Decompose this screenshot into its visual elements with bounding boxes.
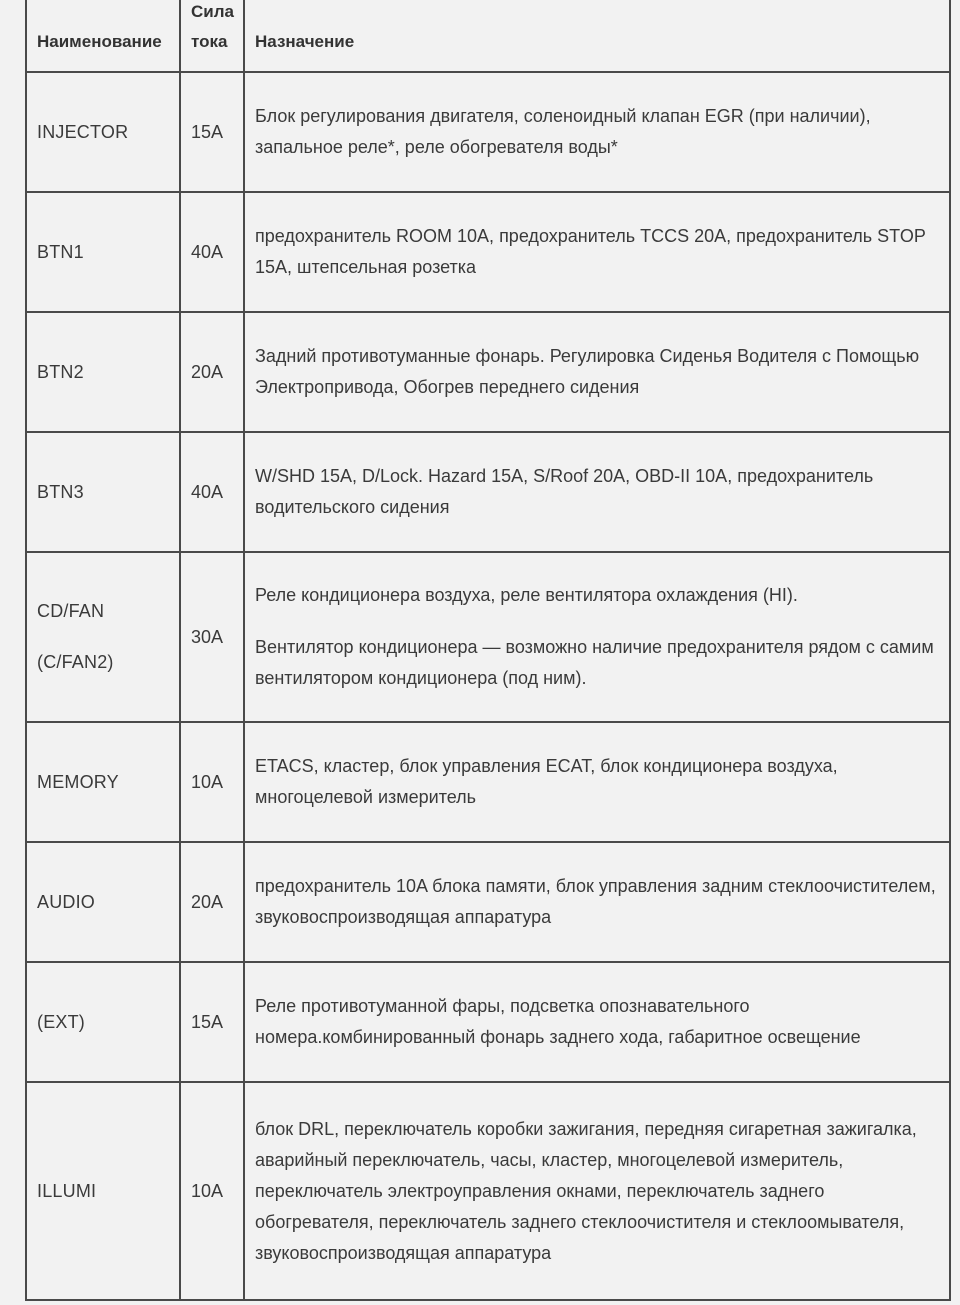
- fuse-name: BTN1: [26, 192, 180, 312]
- fuse-current: 20A: [180, 842, 244, 962]
- fuse-purpose: [244, 432, 950, 552]
- fuse-purpose: [244, 192, 950, 312]
- header-purpose: Назначение: [244, 0, 950, 72]
- fuse-purpose: [244, 962, 950, 1082]
- fuse-purpose-text: предохранитель ROOM 10A, предохранитель TCCS 20A, предохранитель STOP 15A, штепсельная розетка: [255, 226, 926, 277]
- fuse-purpose-text: Реле кондиционера воздуха, реле вентилятора охлаждения (HI).: [255, 585, 798, 605]
- fuse-name: BTN2: [26, 312, 180, 432]
- fuse-name: CD/FAN: [37, 601, 105, 621]
- table-header-row: [26, 0, 950, 72]
- header-current: [180, 0, 244, 72]
- fuse-purpose-text: W/SHD 15A, D/Lock. Hazard 15A, S/Roof 20A, OBD-II 10A, предохранитель водительского сидения: [255, 466, 874, 517]
- header-name: Наименование: [26, 0, 180, 72]
- fuse-current: 10A: [180, 722, 244, 842]
- fuse-purpose-text: Реле противотуманной фары, подсветка опознавательного номера.комбинированный фонарь заднего хода, габаритное освещение: [255, 996, 861, 1047]
- fuse-current: 30A: [180, 552, 244, 722]
- fuse-purpose: [244, 842, 950, 962]
- fuse-current: 40A: [180, 192, 244, 312]
- fuse-name: AUDIO: [26, 842, 180, 962]
- table-row: [26, 312, 950, 432]
- fuse-name: ILLUMI: [26, 1082, 180, 1300]
- fuse-purpose-note: Вентилятор кондиционера — возможно наличие предохранителя рядом с самим вентилятором кондиционера (под ним).: [255, 637, 934, 688]
- fuse-purpose: [244, 722, 950, 842]
- fuse-current: 10A: [180, 1082, 244, 1300]
- table-row: [26, 552, 950, 722]
- table-row: [26, 72, 950, 192]
- fuse-table: [25, 0, 951, 1301]
- fuse-name-cell: [26, 552, 180, 722]
- table-row: [26, 1082, 950, 1300]
- fuse-name: BTN3: [26, 432, 180, 552]
- fuse-name-alt: (C/FAN2): [37, 652, 114, 672]
- header-current-line2: тока: [191, 32, 228, 51]
- fuse-purpose-text: Блок регулирования двигателя, соленоидный клапан EGR (при наличии), запальное реле*, реле обогревателя воды*: [255, 106, 871, 157]
- fuse-current: 40A: [180, 432, 244, 552]
- table-row: [26, 192, 950, 312]
- fuse-purpose: [244, 72, 950, 192]
- fuse-table-container: [25, 0, 949, 1301]
- fuse-purpose: [244, 552, 950, 722]
- fuse-purpose: [244, 1082, 950, 1300]
- table-row: [26, 962, 950, 1082]
- fuse-current: 15A: [180, 962, 244, 1082]
- table-row: [26, 842, 950, 962]
- table-row: [26, 432, 950, 552]
- header-current-line1: Сила: [191, 2, 234, 21]
- fuse-current: 20A: [180, 312, 244, 432]
- fuse-purpose-text: блок DRL, переключатель коробки зажигания, передняя сигаретная зажигалка, аварийный переключатель, часы, кластер, многоцелевой измеритель, переключатель электроуправления окнами, переключатель заднего обогревателя, переключатель заднего стеклоочистителя и стеклоомывателя, звуковоспроизводящая аппаратура: [255, 1118, 917, 1263]
- fuse-name: (EXT): [26, 962, 180, 1082]
- fuse-name: MEMORY: [26, 722, 180, 842]
- fuse-purpose-text: ETACS, кластер, блок управления ECAT, блок кондиционера воздуха, многоцелевой измеритель: [255, 756, 838, 807]
- fuse-purpose-text: предохранитель 10A блока памяти, блок управления задним стеклоочистителем, звуковоспроизводящая аппаратура: [255, 876, 936, 927]
- fuse-name: INJECTOR: [26, 72, 180, 192]
- fuse-current: 15A: [180, 72, 244, 192]
- table-row: [26, 722, 950, 842]
- fuse-purpose: [244, 312, 950, 432]
- fuse-purpose-text: Задний противотуманные фонарь. Регулировка Сиденья Водителя с Помощью Электропривода, Обогрев переднего сидения: [255, 346, 920, 397]
